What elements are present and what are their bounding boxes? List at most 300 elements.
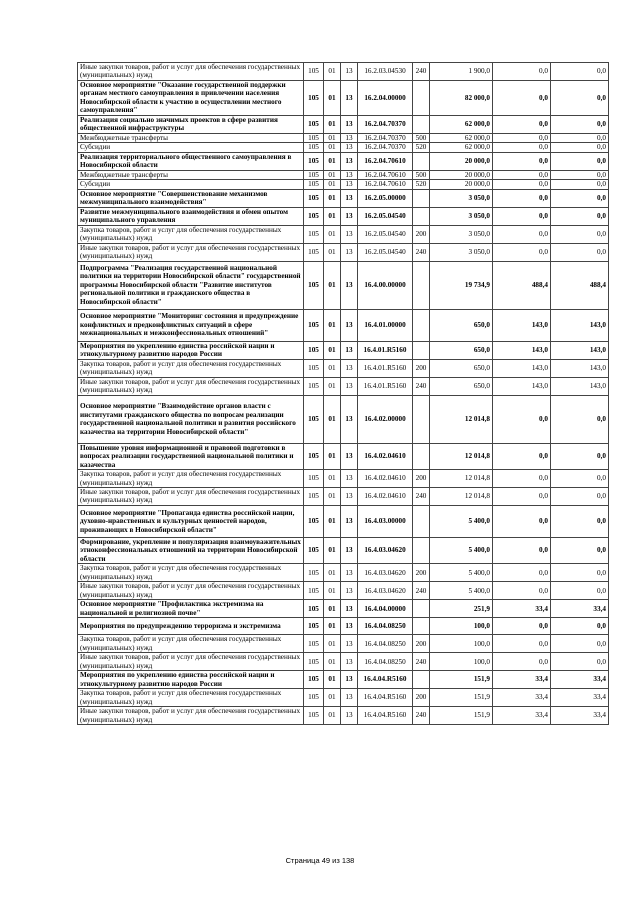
subsection-code-cell: 13: [341, 309, 358, 341]
table-row: [78, 582, 609, 600]
table-row: [78, 537, 609, 563]
ministry-code-cell: 105: [304, 537, 324, 563]
table-row: [78, 505, 609, 537]
expense-type-cell: 240: [413, 582, 430, 600]
ministry-code-cell: 105: [304, 359, 324, 377]
target-article-cell: 16.2.05.04540: [358, 225, 413, 243]
table-row: [78, 309, 609, 341]
table-row: [78, 115, 609, 133]
row-name-cell: Основное мероприятие "Совершенствование механизмов межмуниципального взаимодействия": [78, 189, 304, 207]
ministry-code-cell: 105: [304, 395, 324, 443]
target-article-cell: 16.4.04.R5160: [358, 671, 413, 689]
target-article-cell: 16.4.03.04620: [358, 582, 413, 600]
expense-type-cell: 200: [413, 470, 430, 488]
ministry-code-cell: 105: [304, 443, 324, 469]
amount-year1-cell: 650,0: [430, 377, 493, 395]
section-code-cell: 01: [324, 180, 341, 189]
amount-year3-cell: 0,0: [551, 115, 609, 133]
row-name-cell: Закупка товаров, работ и услуг для обеспечения государственных (муниципальных) нужд: [78, 225, 304, 243]
amount-year2-cell: 33,4: [493, 600, 551, 618]
amount-year2-cell: 0,0: [493, 189, 551, 207]
target-article-cell: 16.4.02.04610: [358, 487, 413, 505]
section-code-cell: 01: [324, 309, 341, 341]
target-article-cell: 16.2.03.04530: [358, 63, 413, 81]
subsection-code-cell: 13: [341, 115, 358, 133]
ministry-code-cell: 105: [304, 470, 324, 488]
table-row: [78, 170, 609, 179]
table-row: [78, 689, 609, 707]
ministry-code-cell: 105: [304, 189, 324, 207]
amount-year2-cell: 0,0: [493, 470, 551, 488]
row-name-cell: Субсидии: [78, 143, 304, 152]
amount-year2-cell: 143,0: [493, 359, 551, 377]
section-code-cell: 01: [324, 689, 341, 707]
ministry-code-cell: 105: [304, 582, 324, 600]
expense-type-cell: 240: [413, 243, 430, 261]
section-code-cell: 01: [324, 80, 341, 115]
section-code-cell: 01: [324, 618, 341, 635]
ministry-code-cell: 105: [304, 487, 324, 505]
amount-year2-cell: 33,4: [493, 689, 551, 707]
target-article-cell: 16.2.05.00000: [358, 189, 413, 207]
subsection-code-cell: 13: [341, 618, 358, 635]
amount-year1-cell: 62 000,0: [430, 143, 493, 152]
expense-type-cell: 200: [413, 564, 430, 582]
target-article-cell: 16.2.05.04540: [358, 207, 413, 225]
section-code-cell: 01: [324, 505, 341, 537]
expense-type-cell: [413, 115, 430, 133]
section-code-cell: 01: [324, 600, 341, 618]
amount-year2-cell: 0,0: [493, 143, 551, 152]
amount-year3-cell: 0,0: [551, 635, 609, 653]
amount-year2-cell: 0,0: [493, 133, 551, 142]
expense-type-cell: [413, 207, 430, 225]
amount-year1-cell: 5 400,0: [430, 564, 493, 582]
ministry-code-cell: 105: [304, 689, 324, 707]
section-code-cell: 01: [324, 152, 341, 170]
expense-type-cell: [413, 395, 430, 443]
row-name-cell: Реализация территориального общественного самоуправления в Новосибирской области: [78, 152, 304, 170]
row-name-cell: Мероприятия по предупреждению терроризма и экстремизма: [78, 618, 304, 635]
amount-year3-cell: 0,0: [551, 395, 609, 443]
amount-year1-cell: 3 050,0: [430, 225, 493, 243]
expense-type-cell: [413, 443, 430, 469]
expense-type-cell: 200: [413, 225, 430, 243]
ministry-code-cell: 105: [304, 309, 324, 341]
amount-year2-cell: 0,0: [493, 63, 551, 81]
amount-year2-cell: 488,4: [493, 261, 551, 309]
amount-year3-cell: 0,0: [551, 653, 609, 671]
row-name-cell: Субсидии: [78, 180, 304, 189]
amount-year1-cell: 12 014,8: [430, 443, 493, 469]
expense-type-cell: 520: [413, 143, 430, 152]
section-code-cell: 01: [324, 470, 341, 488]
expense-type-cell: 200: [413, 359, 430, 377]
table-body: [78, 63, 609, 725]
target-article-cell: 16.4.01.R5160: [358, 377, 413, 395]
section-code-cell: 01: [324, 261, 341, 309]
row-name-cell: Основное мероприятие "Профилактика экстремизма на национальной и религиозной почве": [78, 600, 304, 618]
amount-year2-cell: 0,0: [493, 152, 551, 170]
amount-year3-cell: 0,0: [551, 63, 609, 81]
table-row: [78, 189, 609, 207]
section-code-cell: 01: [324, 225, 341, 243]
expense-type-cell: 500: [413, 133, 430, 142]
amount-year3-cell: 0,0: [551, 505, 609, 537]
subsection-code-cell: 13: [341, 225, 358, 243]
subsection-code-cell: 13: [341, 207, 358, 225]
amount-year1-cell: 3 050,0: [430, 207, 493, 225]
subsection-code-cell: 13: [341, 143, 358, 152]
section-code-cell: 01: [324, 189, 341, 207]
amount-year1-cell: 5 400,0: [430, 582, 493, 600]
ministry-code-cell: 105: [304, 635, 324, 653]
subsection-code-cell: 13: [341, 487, 358, 505]
table-row: [78, 133, 609, 142]
amount-year1-cell: 1 900,0: [430, 63, 493, 81]
expense-type-cell: [413, 80, 430, 115]
target-article-cell: 16.4.03.04620: [358, 537, 413, 563]
table-row: [78, 707, 609, 725]
amount-year2-cell: 143,0: [493, 341, 551, 359]
subsection-code-cell: 13: [341, 505, 358, 537]
subsection-code-cell: 13: [341, 170, 358, 179]
ministry-code-cell: 105: [304, 564, 324, 582]
amount-year1-cell: 151,9: [430, 671, 493, 689]
section-code-cell: 01: [324, 133, 341, 142]
section-code-cell: 01: [324, 359, 341, 377]
section-code-cell: 01: [324, 143, 341, 152]
amount-year1-cell: 100,0: [430, 653, 493, 671]
amount-year3-cell: 0,0: [551, 443, 609, 469]
row-name-cell: Межбюджетные трансферты: [78, 133, 304, 142]
target-article-cell: 16.2.05.04540: [358, 243, 413, 261]
subsection-code-cell: 13: [341, 582, 358, 600]
table-row: [78, 671, 609, 689]
amount-year1-cell: 100,0: [430, 618, 493, 635]
ministry-code-cell: 105: [304, 377, 324, 395]
expense-type-cell: [413, 618, 430, 635]
section-code-cell: 01: [324, 671, 341, 689]
expense-type-cell: 240: [413, 487, 430, 505]
expense-type-cell: [413, 309, 430, 341]
target-article-cell: 16.4.04.R5160: [358, 689, 413, 707]
subsection-code-cell: 13: [341, 359, 358, 377]
target-article-cell: 16.4.01.R5160: [358, 359, 413, 377]
amount-year3-cell: 143,0: [551, 341, 609, 359]
subsection-code-cell: 13: [341, 133, 358, 142]
table-row: [78, 618, 609, 635]
row-name-cell: Иные закупки товаров, работ и услуг для обеспечения государственных (муниципальных) нужд: [78, 487, 304, 505]
expense-type-cell: 500: [413, 170, 430, 179]
target-article-cell: 16.4.00.00000: [358, 261, 413, 309]
amount-year3-cell: 0,0: [551, 180, 609, 189]
amount-year2-cell: 0,0: [493, 618, 551, 635]
amount-year3-cell: 33,4: [551, 671, 609, 689]
ministry-code-cell: 105: [304, 671, 324, 689]
page-number-footer: Страница 49 из 138: [285, 856, 355, 865]
amount-year1-cell: 12 014,8: [430, 470, 493, 488]
table-row: [78, 377, 609, 395]
table-row: [78, 359, 609, 377]
amount-year1-cell: 3 050,0: [430, 243, 493, 261]
section-code-cell: 01: [324, 341, 341, 359]
amount-year2-cell: 0,0: [493, 225, 551, 243]
subsection-code-cell: 13: [341, 443, 358, 469]
expense-type-cell: [413, 189, 430, 207]
section-code-cell: 01: [324, 635, 341, 653]
table-row: [78, 63, 609, 81]
expense-type-cell: [413, 261, 430, 309]
amount-year2-cell: 0,0: [493, 487, 551, 505]
subsection-code-cell: 13: [341, 261, 358, 309]
amount-year3-cell: 0,0: [551, 487, 609, 505]
expense-type-cell: 520: [413, 180, 430, 189]
section-code-cell: 01: [324, 170, 341, 179]
table-row: [78, 635, 609, 653]
amount-year3-cell: 0,0: [551, 143, 609, 152]
amount-year2-cell: 0,0: [493, 653, 551, 671]
ministry-code-cell: 105: [304, 600, 324, 618]
amount-year1-cell: 151,9: [430, 707, 493, 725]
target-article-cell: 16.2.04.70370: [358, 143, 413, 152]
amount-year3-cell: 143,0: [551, 309, 609, 341]
table-row: [78, 487, 609, 505]
subsection-code-cell: 13: [341, 180, 358, 189]
target-article-cell: 16.4.02.04610: [358, 443, 413, 469]
subsection-code-cell: 13: [341, 671, 358, 689]
row-name-cell: Основное мероприятие "Оказание государственной поддержки органам местного самоуправления в привлечении населения Новосибирской области к участию в осуществлении местного самоуправления": [78, 80, 304, 115]
amount-year2-cell: 0,0: [493, 635, 551, 653]
table-row: [78, 600, 609, 618]
amount-year3-cell: 488,4: [551, 261, 609, 309]
section-code-cell: 01: [324, 207, 341, 225]
amount-year2-cell: 143,0: [493, 309, 551, 341]
table-row: [78, 143, 609, 152]
amount-year1-cell: 19 734,9: [430, 261, 493, 309]
amount-year3-cell: 143,0: [551, 359, 609, 377]
row-name-cell: Иные закупки товаров, работ и услуг для обеспечения государственных (муниципальных) нужд: [78, 377, 304, 395]
amount-year3-cell: 0,0: [551, 133, 609, 142]
amount-year3-cell: 33,4: [551, 707, 609, 725]
subsection-code-cell: 13: [341, 653, 358, 671]
row-name-cell: Основное мероприятие "Пропаганда единства российской нации, духовно-нравственных и культурных ценностей народов, проживающих в Новосибирской области": [78, 505, 304, 537]
section-code-cell: 01: [324, 582, 341, 600]
ministry-code-cell: 105: [304, 170, 324, 179]
amount-year2-cell: 33,4: [493, 671, 551, 689]
amount-year1-cell: 650,0: [430, 359, 493, 377]
ministry-code-cell: 105: [304, 243, 324, 261]
section-code-cell: 01: [324, 537, 341, 563]
table-row: [78, 261, 609, 309]
row-name-cell: Иные закупки товаров, работ и услуг для обеспечения государственных (муниципальных) нужд: [78, 63, 304, 81]
expense-type-cell: [413, 671, 430, 689]
target-article-cell: 16.4.01.00000: [358, 309, 413, 341]
ministry-code-cell: 105: [304, 261, 324, 309]
table-row: [78, 243, 609, 261]
amount-year3-cell: 0,0: [551, 189, 609, 207]
row-name-cell: Повышение уровня информационной и правовой подготовки в вопросах реализации государственной национальной политики и казачества: [78, 443, 304, 469]
ministry-code-cell: 105: [304, 133, 324, 142]
target-article-cell: 16.4.04.08250: [358, 618, 413, 635]
target-article-cell: 16.4.03.00000: [358, 505, 413, 537]
amount-year2-cell: 0,0: [493, 243, 551, 261]
subsection-code-cell: 13: [341, 152, 358, 170]
row-name-cell: Основное мероприятие "Взаимодействие органов власти с институтами гражданского общества по вопросам реализации государственной национальной политики и развития российского казачества на территории Новосибирской области": [78, 395, 304, 443]
ministry-code-cell: 105: [304, 653, 324, 671]
table-row: [78, 443, 609, 469]
section-code-cell: 01: [324, 443, 341, 469]
amount-year1-cell: 5 400,0: [430, 537, 493, 563]
subsection-code-cell: 13: [341, 341, 358, 359]
amount-year1-cell: 82 000,0: [430, 80, 493, 115]
expense-type-cell: 240: [413, 377, 430, 395]
table-row: [78, 470, 609, 488]
section-code-cell: 01: [324, 63, 341, 81]
target-article-cell: 16.2.04.70610: [358, 170, 413, 179]
subsection-code-cell: 13: [341, 63, 358, 81]
ministry-code-cell: 105: [304, 707, 324, 725]
subsection-code-cell: 13: [341, 377, 358, 395]
row-name-cell: Закупка товаров, работ и услуг для обеспечения государственных (муниципальных) нужд: [78, 470, 304, 488]
table-row: [78, 225, 609, 243]
amount-year2-cell: 0,0: [493, 582, 551, 600]
amount-year3-cell: 143,0: [551, 377, 609, 395]
amount-year2-cell: 0,0: [493, 80, 551, 115]
amount-year1-cell: 62 000,0: [430, 133, 493, 142]
ministry-code-cell: 105: [304, 143, 324, 152]
ministry-code-cell: 105: [304, 207, 324, 225]
table-row: [78, 152, 609, 170]
target-article-cell: 16.4.03.04620: [358, 564, 413, 582]
section-code-cell: 01: [324, 243, 341, 261]
target-article-cell: 16.4.02.04610: [358, 470, 413, 488]
expense-type-cell: [413, 341, 430, 359]
ministry-code-cell: 105: [304, 618, 324, 635]
row-name-cell: Мероприятия по укреплению единства российской нации и этнокультурному развитию народов России: [78, 341, 304, 359]
section-code-cell: 01: [324, 395, 341, 443]
amount-year2-cell: 0,0: [493, 537, 551, 563]
expense-type-cell: 200: [413, 689, 430, 707]
amount-year1-cell: 650,0: [430, 341, 493, 359]
table-row: [78, 207, 609, 225]
subsection-code-cell: 13: [341, 395, 358, 443]
expense-type-cell: 200: [413, 635, 430, 653]
amount-year2-cell: 143,0: [493, 377, 551, 395]
row-name-cell: Подпрограмма "Реализация государственной национальной политики на территории Новосибирской области" государственной программы Новосибирской области "Развитие институтов региональной политики и гражданского общества в Новосибирской области": [78, 261, 304, 309]
amount-year3-cell: 0,0: [551, 80, 609, 115]
amount-year1-cell: 151,9: [430, 689, 493, 707]
target-article-cell: 16.2.04.70610: [358, 180, 413, 189]
subsection-code-cell: 13: [341, 189, 358, 207]
ministry-code-cell: 105: [304, 341, 324, 359]
row-name-cell: Иные закупки товаров, работ и услуг для обеспечения государственных (муниципальных) нужд: [78, 582, 304, 600]
amount-year2-cell: 0,0: [493, 170, 551, 179]
table-row: [78, 80, 609, 115]
amount-year3-cell: 0,0: [551, 225, 609, 243]
row-name-cell: Закупка товаров, работ и услуг для обеспечения государственных (муниципальных) нужд: [78, 359, 304, 377]
target-article-cell: 16.4.01.R5160: [358, 341, 413, 359]
amount-year1-cell: 12 014,8: [430, 487, 493, 505]
subsection-code-cell: 13: [341, 635, 358, 653]
row-name-cell: Формирование, укрепление и популяризация взаимоуважительных этноконфессиональных отношений на территории Новосибирской области: [78, 537, 304, 563]
amount-year1-cell: 12 014,8: [430, 395, 493, 443]
subsection-code-cell: 13: [341, 707, 358, 725]
row-name-cell: Межбюджетные трансферты: [78, 170, 304, 179]
row-name-cell: Мероприятия по укреплению единства российской нации и этнокультурному развитию народов России: [78, 671, 304, 689]
amount-year2-cell: 0,0: [493, 395, 551, 443]
amount-year3-cell: 33,4: [551, 689, 609, 707]
subsection-code-cell: 13: [341, 564, 358, 582]
row-name-cell: Основное мероприятие "Мониторинг состояния и предупреждение конфликтных и предконфликтных ситуаций в сфере межнациональных и межконфессиональных отношений": [78, 309, 304, 341]
ministry-code-cell: 105: [304, 115, 324, 133]
ministry-code-cell: 105: [304, 180, 324, 189]
amount-year1-cell: 20 000,0: [430, 170, 493, 179]
amount-year3-cell: 0,0: [551, 243, 609, 261]
ministry-code-cell: 105: [304, 152, 324, 170]
table-row: [78, 653, 609, 671]
amount-year2-cell: 0,0: [493, 115, 551, 133]
amount-year1-cell: 5 400,0: [430, 505, 493, 537]
row-name-cell: Закупка товаров, работ и услуг для обеспечения государственных (муниципальных) нужд: [78, 689, 304, 707]
subsection-code-cell: 13: [341, 600, 358, 618]
amount-year1-cell: 62 000,0: [430, 115, 493, 133]
amount-year3-cell: 0,0: [551, 618, 609, 635]
amount-year3-cell: 0,0: [551, 152, 609, 170]
expense-type-cell: 240: [413, 653, 430, 671]
amount-year3-cell: 0,0: [551, 470, 609, 488]
amount-year2-cell: 0,0: [493, 564, 551, 582]
amount-year2-cell: 0,0: [493, 443, 551, 469]
row-name-cell: Закупка товаров, работ и услуг для обеспечения государственных (муниципальных) нужд: [78, 564, 304, 582]
target-article-cell: 16.2.04.70610: [358, 152, 413, 170]
amount-year1-cell: 650,0: [430, 309, 493, 341]
target-article-cell: 16.4.04.R5160: [358, 707, 413, 725]
target-article-cell: 16.4.02.00000: [358, 395, 413, 443]
budget-table: [77, 62, 609, 725]
subsection-code-cell: 13: [341, 537, 358, 563]
amount-year3-cell: 0,0: [551, 582, 609, 600]
amount-year2-cell: 0,0: [493, 180, 551, 189]
row-name-cell: Реализация социально значимых проектов в сфере развития общественной инфраструктуры: [78, 115, 304, 133]
amount-year3-cell: 0,0: [551, 537, 609, 563]
target-article-cell: 16.4.04.08250: [358, 653, 413, 671]
target-article-cell: 16.2.04.70370: [358, 133, 413, 142]
ministry-code-cell: 105: [304, 80, 324, 115]
table-row: [78, 395, 609, 443]
table-row: [78, 564, 609, 582]
subsection-code-cell: 13: [341, 80, 358, 115]
amount-year2-cell: 0,0: [493, 505, 551, 537]
amount-year2-cell: 33,4: [493, 707, 551, 725]
amount-year2-cell: 0,0: [493, 207, 551, 225]
amount-year1-cell: 251,9: [430, 600, 493, 618]
expense-type-cell: 240: [413, 63, 430, 81]
expense-type-cell: [413, 505, 430, 537]
ministry-code-cell: 105: [304, 63, 324, 81]
table-row: [78, 180, 609, 189]
table-row: [78, 341, 609, 359]
target-article-cell: 16.4.04.08250: [358, 635, 413, 653]
subsection-code-cell: 13: [341, 689, 358, 707]
row-name-cell: Иные закупки товаров, работ и услуг для обеспечения государственных (муниципальных) нужд: [78, 243, 304, 261]
section-code-cell: 01: [324, 564, 341, 582]
section-code-cell: 01: [324, 377, 341, 395]
amount-year1-cell: 20 000,0: [430, 152, 493, 170]
expense-type-cell: [413, 537, 430, 563]
expense-type-cell: [413, 600, 430, 618]
expense-type-cell: [413, 152, 430, 170]
